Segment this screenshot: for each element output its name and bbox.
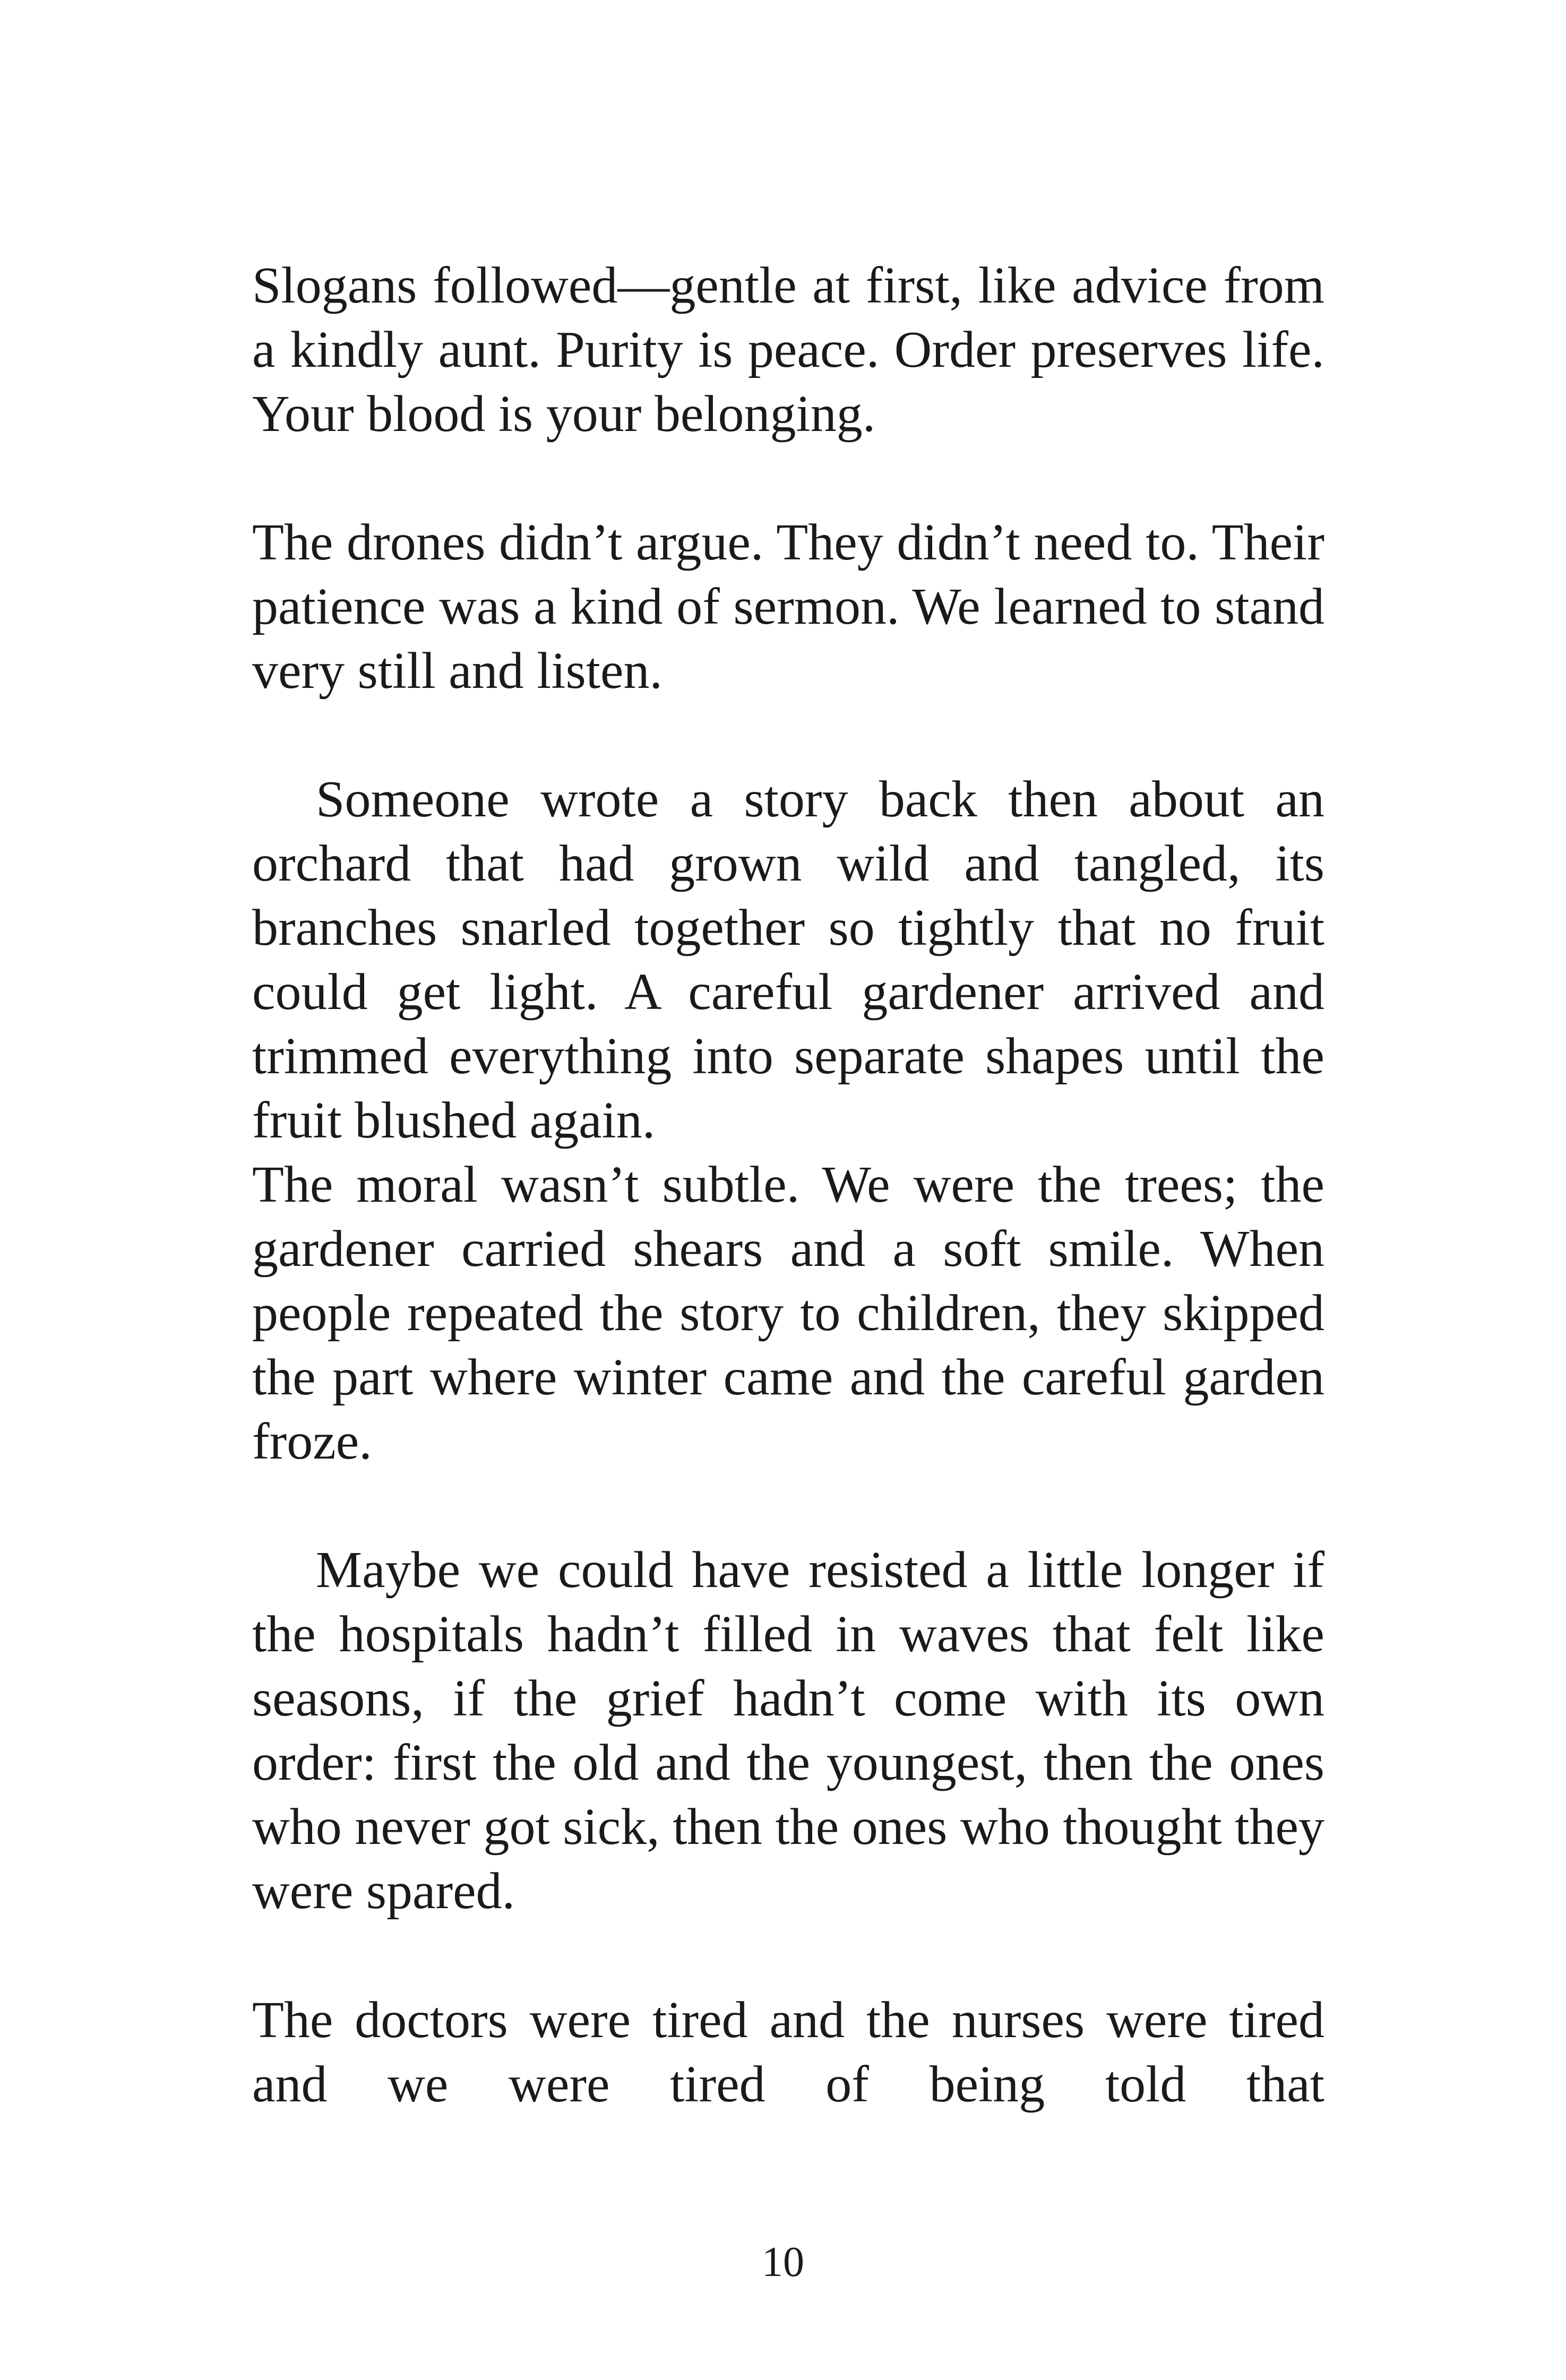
paragraph-slogans: Slogans followed—gentle at first, like advice from a kindly aunt. Purity is peace. Order preserves life. Your blood is your belonging. (252, 257, 1324, 443)
paragraph-slogans-block (252, 254, 1324, 446)
paragraph-orchard-block (252, 768, 1324, 1474)
page-number: 10 (762, 2239, 804, 2286)
paragraph-drones: The drones didn’t argue. They didn’t need to. Their patience was a kind of sermon. We learned to stand very still and listen. (252, 514, 1324, 700)
paragraph-doctors-block (252, 1988, 1324, 2117)
paragraph-hospitals: Maybe we could have resisted a little longer if the hospitals hadn’t filled in waves that felt like seasons, if the grief hadn’t come with its own order: first the old and the youngest, then the ones who never got sick, then the ones who thought they were spared. (252, 1541, 1324, 1920)
paragraph-moral: The moral wasn’t subtle. We were the trees; the gardener carried shears and a soft smile. When people repeated the story to children, they skipped the part where winter came and the careful garden froze. (252, 1156, 1324, 1470)
paragraph-drones-block (252, 511, 1324, 703)
paragraph-doctors: The doctors were tired and the nurses were tired and we were tired of being told that (252, 1991, 1324, 2113)
paragraph-hospitals-block (252, 1538, 1324, 1924)
paragraph-orchard: Someone wrote a story back then about an orchard that had grown wild and tangled, its branches snarled together so tightly that no fruit could get light. A careful gardener arrived and trimmed everything into separate shapes until the fruit blushed again. (252, 771, 1324, 1149)
